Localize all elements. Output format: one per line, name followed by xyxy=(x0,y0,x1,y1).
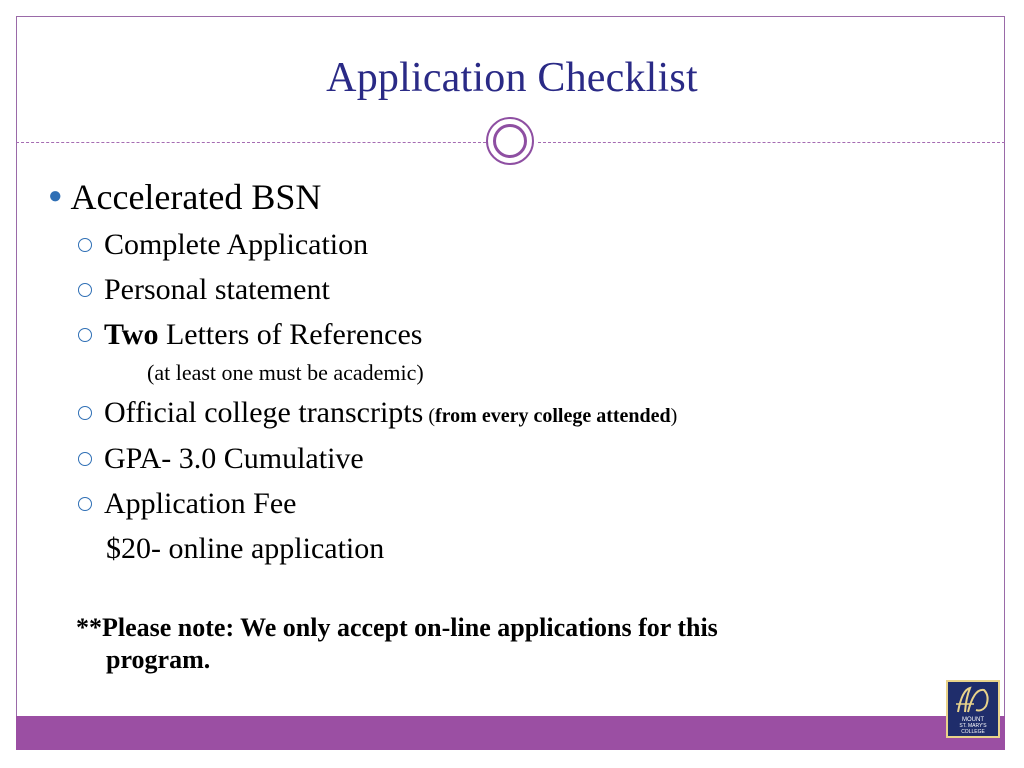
college-logo-mark xyxy=(948,682,998,736)
checklist-item-transcripts xyxy=(78,396,677,430)
bullet-dot-icon: ● xyxy=(48,183,63,209)
main-bullet-item xyxy=(48,176,321,218)
transcripts-paren-open: ( xyxy=(423,405,435,427)
circle-bullet-icon xyxy=(78,406,92,420)
footer-bar xyxy=(16,716,1005,750)
checklist-item-fee xyxy=(78,487,296,521)
fee-detail: $20- online application xyxy=(106,532,385,565)
note-line-1: Please note: We only accept on-line applications for this xyxy=(102,613,718,642)
checklist-item-label: GPA- 3.0 Cumulative xyxy=(104,442,364,475)
transcripts-detail: from every college attended xyxy=(435,405,671,427)
checklist-item-gpa xyxy=(78,442,364,476)
circle-bullet-icon xyxy=(78,283,92,297)
logo-text-line-3: COLLEGE xyxy=(961,729,985,735)
main-bullet-label: Accelerated BSN xyxy=(70,177,322,217)
checklist-item-references xyxy=(78,318,422,352)
circle-bullet-icon xyxy=(78,452,92,466)
checklist-item-label: Complete Application xyxy=(104,228,369,261)
checklist-item-label: Letters of References xyxy=(158,318,423,351)
checklist-item-label: Application Fee xyxy=(104,487,297,520)
checklist-item-application xyxy=(78,228,368,262)
note-prefix: ** xyxy=(76,613,102,642)
note-line-2: program. xyxy=(106,645,211,674)
checklist-item-label: Official college transcripts xyxy=(104,396,424,429)
circle-bullet-icon xyxy=(78,238,92,252)
logo-text-line-1: MOUNT xyxy=(962,717,984,723)
circle-bullet-icon xyxy=(78,497,92,511)
checklist-item-statement xyxy=(78,273,330,307)
college-logo xyxy=(946,680,1000,738)
slide-title: Application Checklist xyxy=(326,55,698,101)
logo-text-line-2: ST. MARY'S xyxy=(959,723,987,729)
references-count: Two xyxy=(104,318,159,351)
transcripts-paren-close: ) xyxy=(670,405,678,427)
references-note: (at least one must be academic) xyxy=(147,360,424,385)
circle-bullet-icon xyxy=(78,328,92,342)
please-note xyxy=(76,612,946,676)
checklist-item-label: Personal statement xyxy=(104,273,330,306)
